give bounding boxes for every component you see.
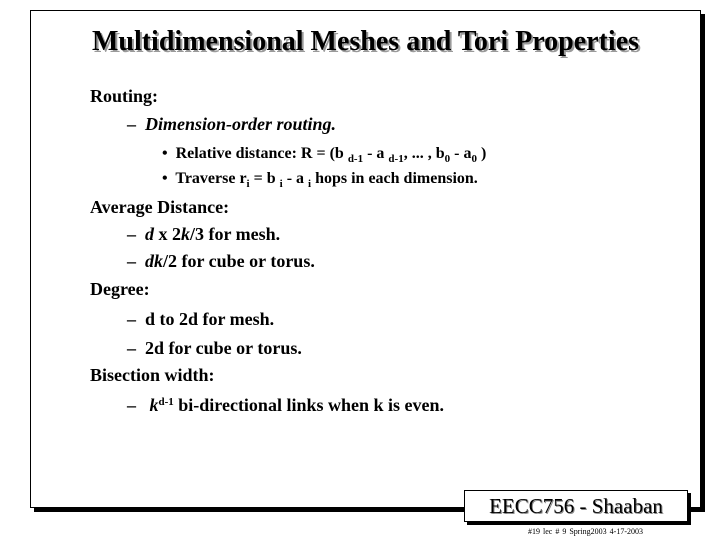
bisection-item: – $k^{d-1}$ bi-directional links when k is even. <box>127 395 444 415</box>
degree-heading: Degree: <box>90 279 150 299</box>
bullet-marker: • <box>162 170 168 187</box>
routing-item <box>127 114 336 135</box>
routing-bullet-traverse: • Traverse $r_i = b$ $_i$ - a $_i$ hops in each dimension. <box>162 170 478 190</box>
routing-bullet-relative-distance: • Relative distance: R = (b $_{d-1}$ - a $_{d-1}$, ... , $b_0 - a_0$ ) <box>162 145 487 165</box>
degree-item-mesh: – d to 2d for mesh. <box>127 309 275 329</box>
average-distance-item-torus: – dk/2 for cube or torus. <box>127 251 315 271</box>
course-badge: EECC756 - Shaaban <box>464 490 688 522</box>
dash-marker: – <box>127 114 136 134</box>
routing-heading: Routing: <box>90 86 159 106</box>
dash-marker: – <box>127 338 136 358</box>
slide-footer: #19 lec # 9 Spring2003 4-17-2003 <box>528 527 643 536</box>
routing-item-text: Dimension-order routing. <box>145 114 337 134</box>
dash-marker: – <box>127 395 136 415</box>
dash-marker: – <box>127 224 136 244</box>
degree-item-torus: – 2d for cube or torus. <box>127 338 302 358</box>
dash-marker: – <box>127 309 136 329</box>
slide-title: Multidimensional Meshes and Tori Properties <box>91 26 640 57</box>
bisection-heading: Bisection width: <box>90 365 215 385</box>
bullet-marker: • <box>162 145 168 162</box>
dash-marker: – <box>127 251 136 271</box>
average-distance-item-mesh: – d x 2k/3 for mesh. <box>127 224 281 244</box>
average-distance-heading: Average Distance: <box>90 197 230 217</box>
